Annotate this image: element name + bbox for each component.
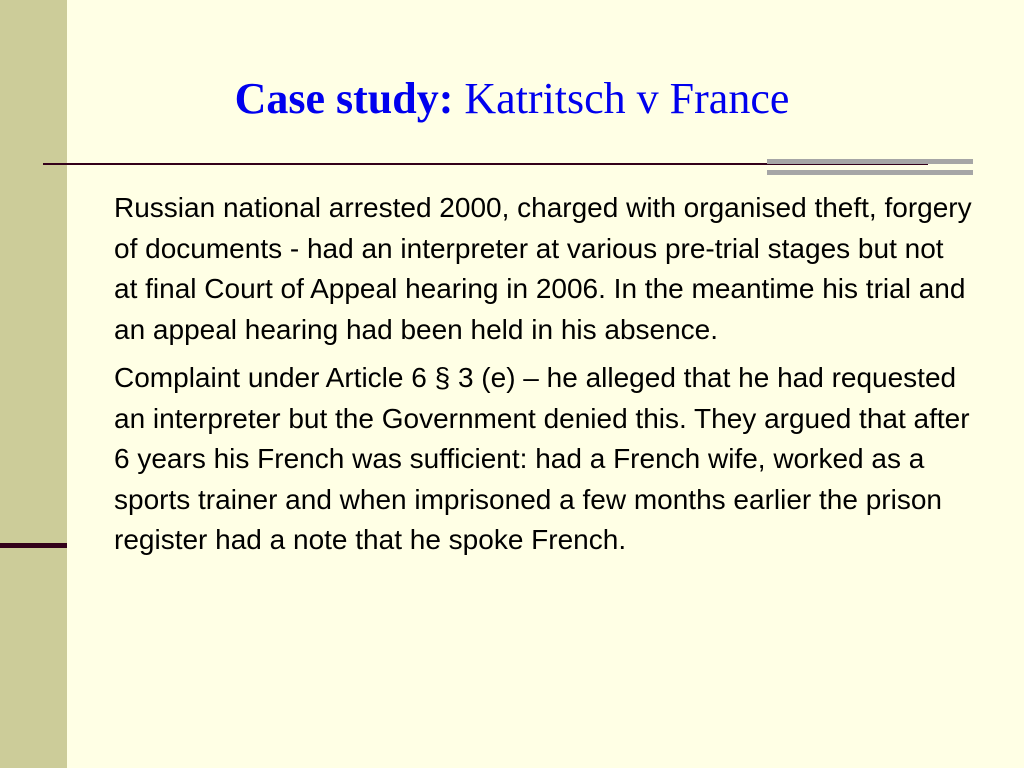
left-sidebar-decoration bbox=[0, 0, 67, 768]
slide-title-bold: Case study: bbox=[234, 74, 454, 123]
slide-body bbox=[114, 188, 974, 569]
left-accent-line bbox=[0, 543, 67, 548]
slide-title bbox=[67, 72, 957, 126]
paragraph-2: Complaint under Article 6 § 3 (e) – he alleged that he had requested an interpreter but the Government denied this. They argued that after 6 years his French was sufficient: had a French wife, worked as a sports trainer and when imprisoned a few months earlier the prison register had a note that he spoke French. bbox=[114, 362, 970, 555]
slide-title-rest: Katritsch v France bbox=[464, 74, 790, 123]
paragraph-1: Russian national arrested 2000, charged with organised theft, forgery of documents - had an interpreter at various pre-trial stages but not at final Court of Appeal hearing in 2006. In the meantime his trial and an appeal hearing had been held in his absence. bbox=[114, 192, 972, 345]
title-divider-accent-top bbox=[767, 159, 973, 164]
title-divider-accent-bottom bbox=[767, 170, 973, 175]
